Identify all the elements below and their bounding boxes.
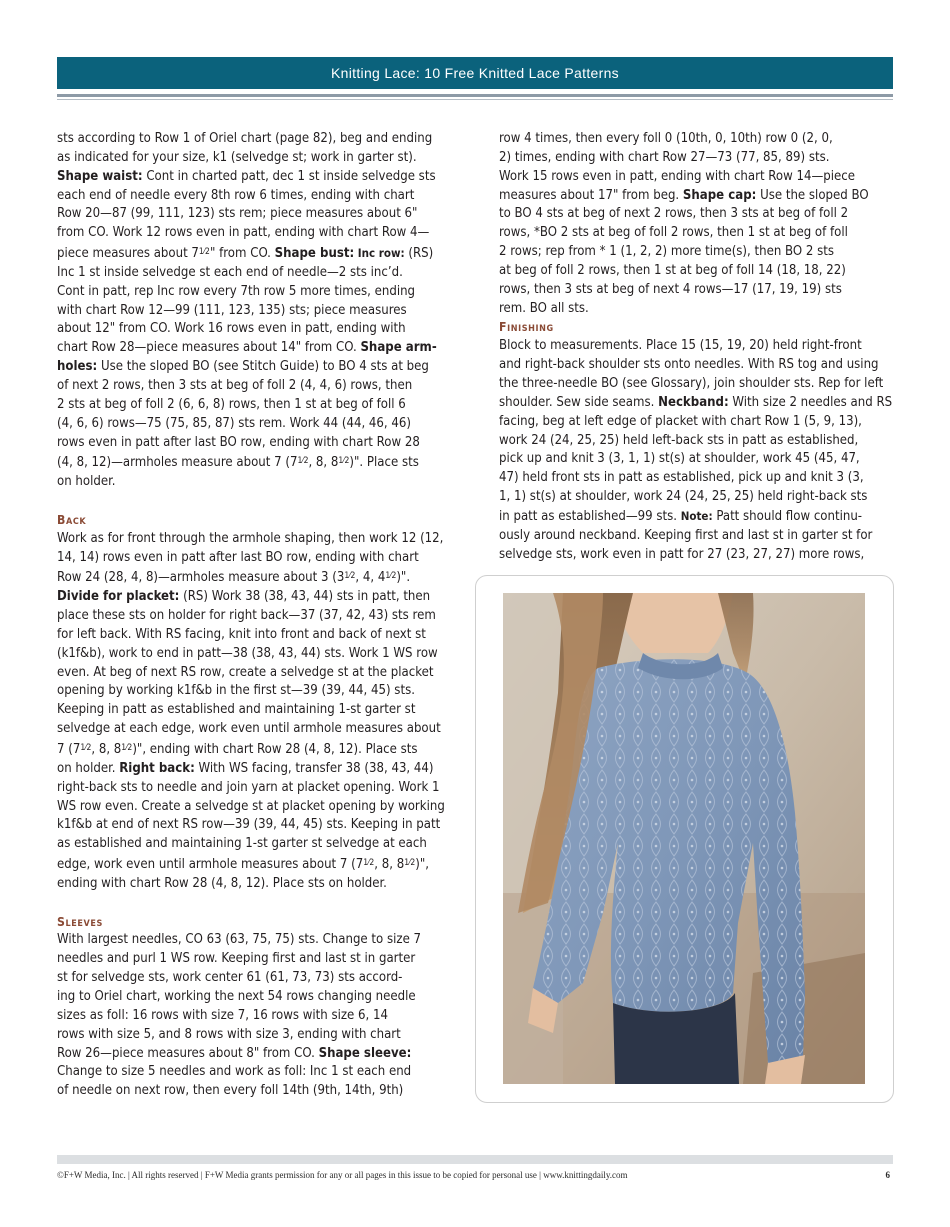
text-line: each end of needle every 8th row 6 times, ending with chart (57, 187, 415, 203)
fraction: 1⁄2 (297, 456, 309, 467)
text-line: at beg of foll 2 rows, then 1 st at beg of foll 14 (18, 18, 22) (499, 262, 846, 278)
text-line: ending with chart Row 28 (4, 8, 12). Place sts on holder. (57, 875, 387, 891)
text-line: (4, 6, 6) rows—75 (75, 85, 87) sts rem. Work 44 (44, 46, 46) (57, 415, 411, 431)
text-line: 2) times, ending with chart Row 27—73 (77, 85, 89) sts. (499, 149, 830, 165)
shape-bust-label: Shape bust: (274, 246, 355, 262)
text-line: chart Row 28—piece measures about 14" from CO. Shape arm- (57, 340, 437, 356)
fraction: 1⁄2 (198, 247, 210, 258)
text-line: opening by working k1f&b in the first st—39 (39, 44, 45) sts. (57, 683, 415, 699)
text-line: as indicated for your size, k1 (selvedge st; work in garter st). (57, 149, 417, 165)
fraction: 1⁄2 (344, 571, 356, 582)
divide-for-placket-label: Divide for placket: (57, 589, 180, 605)
text-line: 47) held front sts in patt as established, pick up and knit 3 (3, (499, 470, 864, 486)
text-line: the three-needle BO (see Glossary), join shoulder sts. Rep for left (499, 375, 884, 391)
fraction: 1⁄2 (80, 743, 92, 753)
neckband-label: Neckband: (658, 394, 729, 410)
text-line: Change to size 5 needles and work as foll: Inc 1 st each end (57, 1064, 412, 1080)
shape-sleeve-label: Shape sleeve: (318, 1045, 412, 1061)
text-line: of next 2 rows, then 3 sts at beg of foll 2 (4, 4, 6) rows, then (57, 377, 413, 393)
text-line: Row 20—87 (99, 111, 123) sts rem; piece measures about 6" (57, 206, 418, 222)
text-line: Keeping in patt as established and maintaining 1-st garter st (57, 702, 416, 718)
section-heading-finishing: Finishing (499, 320, 554, 335)
text-line: Block to measurements. Place 15 (15, 19, 20) held right-front (499, 338, 862, 354)
text-line: rows even in patt after last BO row, ending with chart Row 28 (57, 434, 420, 450)
text-line: Shape waist: Cont in charted patt, dec 1 st inside selvedge sts (57, 168, 436, 184)
text-line: 14, 14) rows even in patt after last BO row, ending with chart (57, 549, 419, 565)
text-line: 2 rows; rep from * 1 (1, 2, 2) more time(s), then BO 2 sts (499, 244, 835, 260)
right-column (499, 130, 899, 564)
text-line: Inc 1 st inside selvedge st each end of needle—2 sts inc’d. (57, 264, 403, 280)
text-line: shoulder. Sew side seams. Neckband: With size 2 needles and RS (499, 394, 893, 410)
text-line: Divide for placket: (RS) Work 38 (38, 43, 44) sts in patt, then (57, 589, 431, 605)
text-line: Cont in patt, rep Inc row every 7th row 5 more times, ending (57, 283, 416, 299)
text-line: (k1f&b), work to end in patt—38 (38, 43, 44) sts. Work 1 WS row (57, 645, 438, 661)
footer-copyright: ©F+W Media, Inc. | All rights reserved | F+W Media grants permission for any or all pages in this issue to be copied for personal use | www.knittingdaily.com (57, 1170, 628, 1180)
text-line: WS row even. Create a selvedge st at placket opening by working (57, 798, 445, 814)
sweater-photo-illustration (503, 593, 865, 1084)
text-line: Work 15 rows even in patt, ending with chart Row 14—piece (499, 168, 855, 184)
text-line: pick up and knit 3 (3, 1, 1) st(s) at shoulder, work 45 (45, 47, (499, 451, 860, 467)
text-line: ing to Oriel chart, working the next 54 rows changing needle (57, 988, 416, 1004)
right-back-label: Right back: (119, 760, 195, 776)
header-rule-thin (57, 99, 893, 100)
footer (57, 1168, 893, 1182)
text-line: facing, beg at left edge of placket with chart Row 1 (5, 9, 13), (499, 413, 862, 429)
section-heading-sleeves: Sleeves (57, 914, 103, 929)
text-line: of needle on next row, then every foll 14th (9th, 14th, 9th) (57, 1083, 404, 1099)
text-line: for left back. With RS facing, knit into front and back of next st (57, 626, 426, 642)
text-line: rows, *BO 2 sts at beg of foll 2 rows, then 1 st at beg of foll (499, 225, 848, 241)
text-line: selvedge at each edge, work even until armhole measures about (57, 721, 441, 737)
fraction: 1⁄2 (363, 858, 375, 869)
text-line: row 4 times, then every foll 0 (10th, 0, 10th) row 0 (2, 0, (499, 131, 833, 146)
text-line: from CO. Work 12 rows even in patt, ending with chart Row 4— (57, 225, 430, 241)
text-line: selvedge sts, work even in patt for 27 (23, 27, 27) more rows, (499, 546, 865, 562)
footer-bar (57, 1155, 893, 1164)
note-label: Note: (680, 508, 713, 523)
sweater-photo (503, 593, 865, 1084)
fraction: 1⁄2 (385, 571, 397, 582)
text-line: (4, 8, 12)—armholes measure about 7 ($7^{1⁄2}$, 8, $8^{1⁄2}$)". Place sts (57, 455, 419, 471)
left-column (57, 130, 467, 1101)
fraction: 1⁄2 (338, 456, 350, 467)
text-line: 2 sts at beg of foll 2 (6, 6, 8) rows, then 1 st at beg of foll 6 (57, 396, 406, 412)
text-line: right-back sts to needle and join yarn at placket opening. Work 1 (57, 779, 440, 795)
text-line: sts according to Row 1 of Oriel chart (page 82), beg and ending (57, 131, 433, 146)
page-number: 6 (885, 1170, 890, 1180)
text-line: With largest needles, CO 63 (63, 75, 75) sts. Change to size 7 (57, 932, 422, 948)
text-line: measures about 17" from beg. Shape cap: Use the sloped BO (499, 187, 869, 203)
text-line: st for selvedge sts, work center 61 (61, 73, 73) sts accord- (57, 970, 403, 986)
text-line: edge, work even until armhole measures about 7 ($7^{1⁄2}$, 8, $8^{1⁄2}$)", (57, 857, 429, 873)
text-line: as established and maintaining 1-st garter st selvedge at each (57, 836, 427, 852)
text-line: Row 26—piece measures about 8" from CO. Shape sleeve: (57, 1045, 412, 1061)
shape-cap-label: Shape cap: (682, 187, 757, 203)
text-line: 7 ($7^{1⁄2}$, 8, $8^{1⁄2}$)", ending with chart Row 28 (4, 8, 12). Place sts (57, 742, 418, 757)
shape-armholes-label: Shape arm- (360, 340, 437, 356)
text-line: with chart Row 12—99 (111, 123, 135) sts; piece measures (57, 302, 407, 318)
section-heading-back: Back (57, 512, 87, 527)
text-line: Work as for front through the armhole shaping, then work 12 (12, (57, 530, 444, 546)
text-line: in patt as established—99 sts. Note: Patt should flow continu- (499, 508, 863, 524)
text-line: 1, 1) st(s) at shoulder, work 24 (24, 25, 25) held right-back sts (499, 489, 868, 505)
text-line: place these sts on holder for right back—37 (37, 42, 43) sts rem (57, 608, 436, 624)
text-line: rows with size 5, and 8 rows with size 3, ending with chart (57, 1026, 401, 1042)
inc-row-label: Inc row: (354, 246, 405, 261)
text-line: on holder. Right back: With WS facing, transfer 38 (38, 43, 44) (57, 760, 434, 776)
shape-waist-label: Shape waist: (57, 168, 143, 184)
text-line: even. At beg of next RS row, create a selvedge st at the placket (57, 664, 434, 680)
text-line: about 12" from CO. Work 16 rows even in patt, ending with (57, 321, 406, 337)
text-line: and right-back shoulder sts onto needles. With RS tog and using (499, 357, 879, 373)
fraction: 1⁄2 (121, 743, 133, 753)
page-header: Knitting Lace: 10 Free Knitted Lace Patterns (57, 57, 893, 89)
text-line: Row 24 (28, 4, 8)—armholes measure about 3 ($3^{1⁄2}$, 4, $4^{1⁄2}$)". (57, 570, 411, 586)
text-line: to BO 4 sts at beg of next 2 rows, then 3 sts at beg of foll 2 (499, 206, 849, 222)
text-line: on holder. (57, 474, 116, 490)
text-line: k1f&b at end of next RS row—39 (39, 44, 45) sts. Keeping in patt (57, 817, 441, 833)
text-line: rows, then 3 sts at beg of next 4 rows—17 (17, 19, 19) sts (499, 281, 842, 297)
text-line: rem. BO all sts. (499, 300, 589, 316)
text-line: piece measures about $7^{1⁄2}$" from CO. Shape bust: Inc row: (RS) (57, 246, 434, 262)
text-line: sizes as foll: 16 rows with size 7, 16 rows with size 6, 14 (57, 1007, 388, 1023)
text-line: needles and purl 1 WS row. Keeping first and last st in garter (57, 951, 416, 967)
header-rule (57, 94, 893, 97)
text-line: ously around neckband. Keeping first and last st in garter st for (499, 527, 873, 543)
text-line: work 24 (24, 25, 25) held left-back sts in patt as established, (499, 432, 859, 448)
text-line: holes: Use the sloped BO (see Stitch Guide) to BO 4 sts at beg (57, 359, 429, 375)
fraction: 1⁄2 (404, 858, 416, 869)
